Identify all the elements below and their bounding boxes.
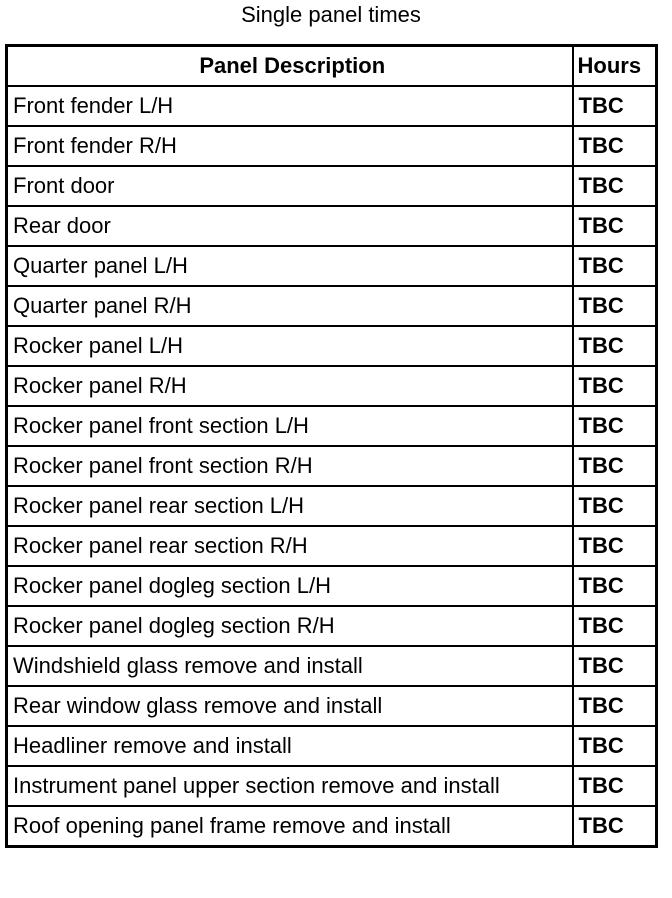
column-header-description: Panel Description bbox=[7, 46, 573, 87]
column-header-hours: Hours bbox=[573, 46, 657, 87]
row-description: Quarter panel L/H bbox=[7, 246, 573, 286]
row-description: Rocker panel L/H bbox=[7, 326, 573, 366]
page-title: Single panel times bbox=[241, 2, 421, 27]
row-description: Rocker panel R/H bbox=[7, 366, 573, 406]
table-row bbox=[7, 806, 657, 847]
row-description: Rear window glass remove and install bbox=[7, 686, 573, 726]
row-hours: TBC bbox=[573, 486, 657, 526]
row-hours: TBC bbox=[573, 686, 657, 726]
table-row bbox=[7, 486, 657, 526]
row-description: Quarter panel R/H bbox=[7, 286, 573, 326]
row-hours: TBC bbox=[573, 726, 657, 766]
panel-times-table bbox=[5, 44, 658, 848]
row-description: Roof opening panel frame remove and install bbox=[7, 806, 573, 847]
table-row bbox=[7, 606, 657, 646]
row-hours: TBC bbox=[573, 406, 657, 446]
row-description: Windshield glass remove and install bbox=[7, 646, 573, 686]
table-row bbox=[7, 246, 657, 286]
row-hours: TBC bbox=[573, 766, 657, 806]
row-hours: TBC bbox=[573, 566, 657, 606]
row-hours: TBC bbox=[573, 206, 657, 246]
table-row bbox=[7, 286, 657, 326]
row-description: Rocker panel rear section R/H bbox=[7, 526, 573, 566]
table-row bbox=[7, 166, 657, 206]
table-header-row bbox=[7, 46, 657, 87]
row-description: Front fender L/H bbox=[7, 86, 573, 126]
row-hours: TBC bbox=[573, 126, 657, 166]
table-row bbox=[7, 326, 657, 366]
row-hours: TBC bbox=[573, 446, 657, 486]
table-row bbox=[7, 406, 657, 446]
row-hours: TBC bbox=[573, 366, 657, 406]
row-description: Front door bbox=[7, 166, 573, 206]
row-hours: TBC bbox=[573, 806, 657, 847]
table-row bbox=[7, 646, 657, 686]
row-description: Rear door bbox=[7, 206, 573, 246]
row-hours: TBC bbox=[573, 606, 657, 646]
row-description: Rocker panel dogleg section R/H bbox=[7, 606, 573, 646]
row-hours: TBC bbox=[573, 286, 657, 326]
row-description: Rocker panel front section R/H bbox=[7, 446, 573, 486]
table-row bbox=[7, 126, 657, 166]
table-row bbox=[7, 726, 657, 766]
row-description: Rocker panel dogleg section L/H bbox=[7, 566, 573, 606]
table-row bbox=[7, 206, 657, 246]
row-hours: TBC bbox=[573, 526, 657, 566]
row-hours: TBC bbox=[573, 646, 657, 686]
row-description: Front fender R/H bbox=[7, 126, 573, 166]
table-row bbox=[7, 686, 657, 726]
table-row bbox=[7, 526, 657, 566]
row-description: Rocker panel front section L/H bbox=[7, 406, 573, 446]
row-hours: TBC bbox=[573, 326, 657, 366]
table-row bbox=[7, 566, 657, 606]
row-hours: TBC bbox=[573, 246, 657, 286]
row-description: Instrument panel upper section remove and install bbox=[7, 766, 573, 806]
row-hours: TBC bbox=[573, 86, 657, 126]
row-description: Headliner remove and install bbox=[7, 726, 573, 766]
table-row bbox=[7, 86, 657, 126]
table-row bbox=[7, 366, 657, 406]
table-row bbox=[7, 766, 657, 806]
row-description: Rocker panel rear section L/H bbox=[7, 486, 573, 526]
table-row bbox=[7, 446, 657, 486]
row-hours: TBC bbox=[573, 166, 657, 206]
